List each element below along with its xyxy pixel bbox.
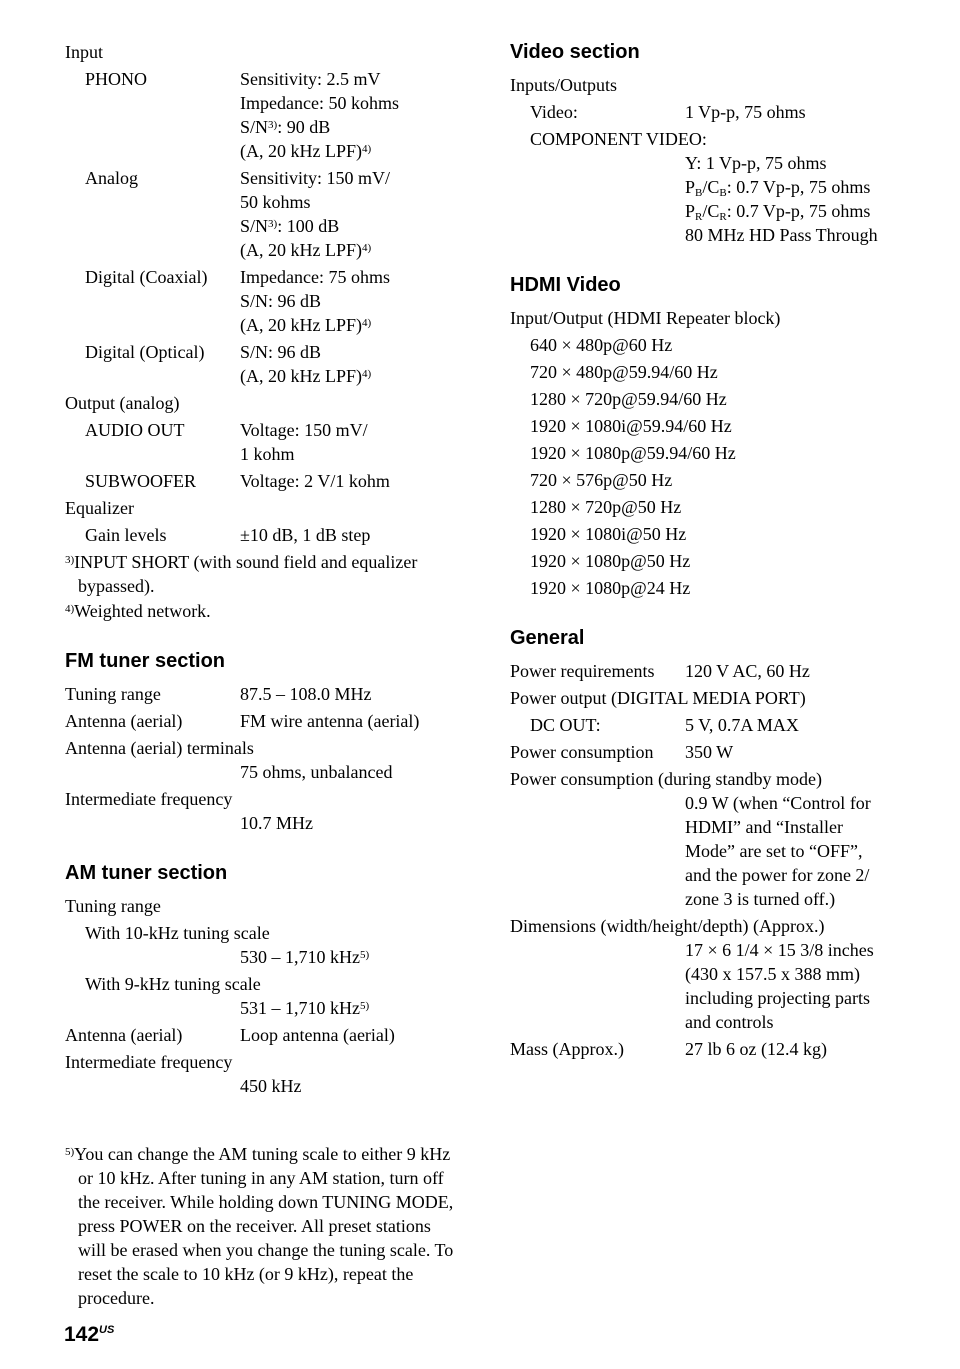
spec-values <box>240 682 490 706</box>
spec-row <box>65 166 490 262</box>
spec-values <box>240 523 490 547</box>
spec-label: Antenna (aerial) <box>65 711 183 731</box>
spec-values <box>685 713 925 737</box>
spec-label: Intermediate frequency <box>65 1052 233 1072</box>
spec-label: 1920 × 1080i@59.94/60 Hz <box>530 416 732 436</box>
spec-label: Analog <box>85 168 138 188</box>
footnote-marker: 3) <box>65 554 75 567</box>
spec-value: S/N: 96 dB <box>240 342 322 362</box>
spec-value: Sensitivity: 150 mV/ <box>240 168 391 188</box>
spec-label: Input <box>65 42 103 62</box>
spec-values <box>240 1023 490 1047</box>
spec-value: Y: 1 Vp-p, 75 ohms <box>685 153 827 173</box>
spec-value: (A, 20 kHz LPF)$^{4)}$ <box>240 366 372 386</box>
spec-value: 1 kohm <box>240 444 295 464</box>
spec-row <box>65 418 490 466</box>
spec-label: 640 × 480p@60 Hz <box>530 335 673 355</box>
spec-label: PHONO <box>85 69 148 89</box>
section-video <box>510 40 925 247</box>
spec-row <box>510 73 925 97</box>
spec-label: 720 × 576p@50 Hz <box>530 470 673 490</box>
spec-value: 80 MHz HD Pass Through <box>685 225 878 245</box>
spec-row <box>510 686 925 710</box>
spec-row <box>510 713 925 737</box>
spec-label: Antenna (aerial) terminals <box>65 738 254 758</box>
spec-value: and controls <box>685 1012 774 1032</box>
spec-row <box>510 576 925 600</box>
spec-values <box>685 100 925 124</box>
spec-value: zone 3 is turned off.) <box>685 889 836 909</box>
spec-value: Sensitivity: 2.5 mV <box>240 69 381 89</box>
spec-row <box>510 495 925 519</box>
spec-values <box>65 945 490 969</box>
spec-row <box>510 441 925 465</box>
spec-label: 1920 × 1080p@24 Hz <box>530 578 691 598</box>
footnote <box>65 599 463 623</box>
spec-value: $P_B/C_B$: 0.7 Vp-p, 75 ohms <box>685 177 871 199</box>
spec-row <box>510 333 925 357</box>
spec-row <box>65 265 490 337</box>
spec-values <box>65 760 490 784</box>
spec-value: (A, 20 kHz LPF)$^{4)}$ <box>240 315 372 335</box>
spec-label: 1920 × 1080i@50 Hz <box>530 524 687 544</box>
spec-values <box>240 340 490 388</box>
spec-value: ±10 dB, 1 dB step <box>240 525 371 545</box>
spec-label: 1280 × 720p@50 Hz <box>530 497 682 517</box>
spec-row <box>510 740 925 764</box>
spec-row <box>510 360 925 384</box>
spec-label: Antenna (aerial) <box>65 1025 183 1045</box>
spec-value: $S/N^{3)}$: 90 dB <box>240 117 331 137</box>
spec-values <box>510 151 925 247</box>
spec-label: SUBWOOFER <box>85 471 197 491</box>
spec-values <box>240 709 490 733</box>
spec-value: (430 x 157.5 x 388 mm) <box>685 964 860 984</box>
spec-label: 1920 × 1080p@59.94/60 Hz <box>530 443 736 463</box>
spec-label: Digital (Optical) <box>85 342 205 362</box>
spec-row <box>510 414 925 438</box>
spec-label: 720 × 480p@59.94/60 Hz <box>530 362 718 382</box>
spec-value: (A, 20 kHz LPF)$^{4)}$ <box>240 240 372 260</box>
footnote-text: INPUT SHORT (with sound field and equalizer bypassed). <box>74 552 418 596</box>
spec-label: With 10-kHz tuning scale <box>85 923 270 943</box>
spec-values <box>240 166 490 262</box>
right-column <box>510 40 925 1311</box>
spec-value: 17 × 6 1/4 × 15 3/8 inches <box>685 940 874 960</box>
section-title: HDMI Video <box>510 274 621 296</box>
section-hdmi-video <box>510 273 925 600</box>
spec-values <box>240 265 490 337</box>
section-audio-io <box>65 40 490 623</box>
spec-label: Digital (Coaxial) <box>85 267 208 287</box>
spec-label: Input/Output (HDMI Repeater block) <box>510 308 781 328</box>
page-number-value: 142 <box>64 1323 100 1346</box>
spec-value: Voltage: 2 V/1 kohm <box>240 471 390 491</box>
spec-label: Tuning range <box>65 896 161 916</box>
spec-value: Impedance: 50 kohms <box>240 93 399 113</box>
spec-label: Tuning range <box>65 684 161 704</box>
footnote <box>65 1142 463 1310</box>
spec-label: Power consumption (during standby mode) <box>510 769 822 789</box>
spec-value: Voltage: 150 mV/ <box>240 420 368 440</box>
spec-row <box>65 972 490 1020</box>
spec-values <box>685 1037 925 1061</box>
spec-value: 1 Vp-p, 75 ohms <box>685 102 806 122</box>
spec-value: Mode” are set to “OFF”, <box>685 841 863 861</box>
footnote <box>65 550 463 598</box>
spec-value: 531 – 1,710 kHz$^{5)}$ <box>240 998 370 1018</box>
spec-row <box>65 340 490 388</box>
spec-row <box>65 894 490 918</box>
footnote-marker: 5) <box>65 1146 75 1159</box>
spec-label: Inputs/Outputs <box>510 75 618 95</box>
spec-row <box>65 787 490 835</box>
spec-row <box>65 921 490 969</box>
section-general <box>510 626 925 1061</box>
spec-label: Dimensions (width/height/depth) (Approx.) <box>510 916 825 936</box>
spec-label: Intermediate frequency <box>65 789 233 809</box>
spec-row <box>65 391 490 415</box>
spec-value: 87.5 – 108.0 MHz <box>240 684 372 704</box>
spec-values <box>240 469 490 493</box>
spec-row <box>65 1023 490 1047</box>
spec-values <box>510 938 925 1034</box>
spec-value: 75 ohms, unbalanced <box>240 762 393 782</box>
spec-row <box>510 522 925 546</box>
spec-row <box>65 523 490 547</box>
section-title: General <box>510 627 585 649</box>
spec-label: AUDIO OUT <box>85 420 185 440</box>
spec-row <box>510 306 925 330</box>
spec-value: 120 V AC, 60 Hz <box>685 661 810 681</box>
footnotes <box>65 1142 463 1310</box>
spec-row <box>510 100 925 124</box>
spec-value: FM wire antenna (aerial) <box>240 711 420 731</box>
spec-row <box>510 1037 925 1061</box>
spec-label: With 9-kHz tuning scale <box>85 974 261 994</box>
footnotes <box>65 550 463 623</box>
spec-label: COMPONENT VIDEO: <box>530 129 707 149</box>
section-fm-tuner <box>65 649 490 835</box>
spec-value: 5 V, 0.7A MAX <box>685 715 799 735</box>
section-title: AM tuner section <box>65 862 228 884</box>
page-number <box>64 1318 114 1347</box>
spec-row <box>510 767 925 911</box>
spec-value: (A, 20 kHz LPF)$^{4)}$ <box>240 141 372 161</box>
spec-value: $S/N^{3)}$: 100 dB <box>240 216 340 236</box>
spec-value: 350 W <box>685 742 734 762</box>
footnote-marker: 4) <box>65 603 75 616</box>
spec-value: HDMI” and “Installer <box>685 817 843 837</box>
spec-label: Power consumption <box>510 742 654 762</box>
spec-values <box>510 791 925 911</box>
spec-values <box>65 811 490 835</box>
spec-value: 10.7 MHz <box>240 813 313 833</box>
spec-value: Loop antenna (aerial) <box>240 1025 395 1045</box>
footnote-text: Weighted network. <box>74 601 211 621</box>
spec-value: 450 kHz <box>240 1076 302 1096</box>
page-number-suffix: US <box>99 1324 115 1336</box>
spec-value: $P_R/C_R$: 0.7 Vp-p, 75 ohms <box>685 201 871 223</box>
left-column <box>65 40 490 1311</box>
spec-label: Power output (DIGITAL MEDIA PORT) <box>510 688 806 708</box>
spec-values <box>65 996 490 1020</box>
spec-row <box>65 1050 490 1098</box>
spec-label: Equalizer <box>65 498 134 518</box>
spec-label: Output (analog) <box>65 393 180 413</box>
spec-row <box>65 682 490 706</box>
spec-values <box>240 418 490 466</box>
spec-row <box>510 387 925 411</box>
spec-row <box>65 67 490 163</box>
spec-row <box>65 736 490 784</box>
spec-label: Video: <box>530 102 578 122</box>
spec-value: and the power for zone 2/ <box>685 865 870 885</box>
spec-value: 530 – 1,710 kHz$^{5)}$ <box>240 947 370 967</box>
spec-values <box>685 740 925 764</box>
spec-values <box>685 659 925 683</box>
section-title: Video section <box>510 41 640 63</box>
spec-label: 1920 × 1080p@50 Hz <box>530 551 691 571</box>
spec-row <box>65 40 490 64</box>
spec-label: DC OUT: <box>530 715 601 735</box>
spec-label: Power requirements <box>510 661 655 681</box>
spec-label: Gain levels <box>85 525 167 545</box>
section-am-tuner <box>65 861 490 1310</box>
spec-row <box>510 127 925 247</box>
spec-values <box>240 67 490 163</box>
spec-values <box>65 1074 490 1098</box>
spec-row <box>510 914 925 1034</box>
spec-row <box>65 709 490 733</box>
spec-value: 27 lb 6 oz (12.4 kg) <box>685 1039 827 1059</box>
spec-label: Mass (Approx.) <box>510 1039 624 1059</box>
spec-value: Impedance: 75 ohms <box>240 267 390 287</box>
spec-label: 1280 × 720p@59.94/60 Hz <box>530 389 727 409</box>
spec-value: 50 kohms <box>240 192 311 212</box>
spec-row <box>65 496 490 520</box>
spec-row <box>510 659 925 683</box>
spec-value: S/N: 96 dB <box>240 291 322 311</box>
spec-value: 0.9 W (when “Control for <box>685 793 871 813</box>
spec-row <box>510 468 925 492</box>
spec-row <box>65 469 490 493</box>
section-title: FM tuner section <box>65 650 226 672</box>
spec-value: including projecting parts <box>685 988 870 1008</box>
spec-row <box>510 549 925 573</box>
footnote-text: You can change the AM tuning scale to either 9 kHz or 10 kHz. After tuning in any AM station, turn off the receiver. While holding down TUNING MODE, press POWER on the receiver. All preset stations will be erased when you change the tuning scale. To reset the scale to 10 kHz (or 9 kHz), repeat the procedure. <box>74 1144 454 1308</box>
